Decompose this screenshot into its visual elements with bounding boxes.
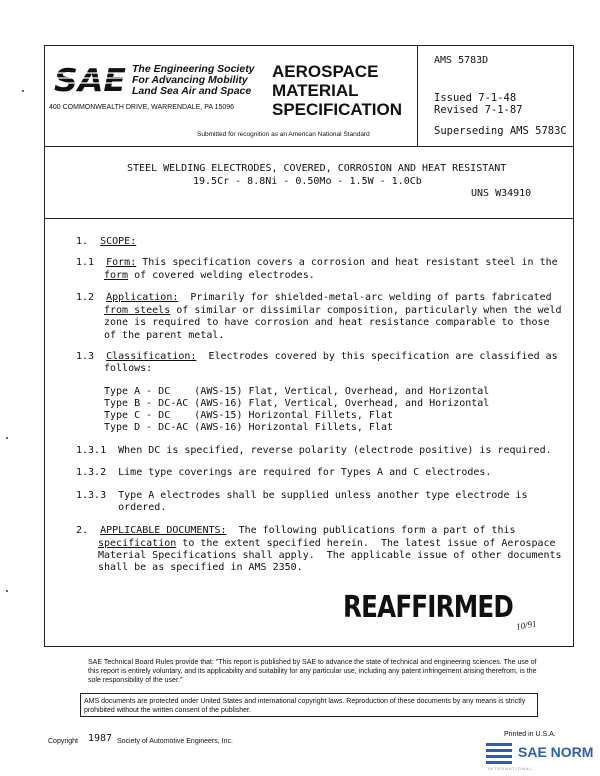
section-2	[76, 524, 516, 537]
section-text: Primarily for shielded-metal-arc welding of parts fabricated	[178, 292, 552, 303]
ams-number: AMS 5783D	[434, 55, 489, 66]
sae-norm-brand: SAE NORM	[518, 744, 594, 760]
section-number: 1.3	[76, 351, 95, 362]
section-text: zone is required to have corrosion and heat resistance comparable to those	[104, 317, 550, 328]
section-title: Form:	[106, 257, 137, 268]
section-1	[76, 235, 136, 248]
type-list-item: Type A - DC (AWS-15) Flat, Vertical, Overhead, and Horizontal	[104, 386, 490, 397]
section-text: This specification covers a corrosion and heat resistant steel in the	[136, 257, 558, 268]
section-text: The following publications form a part of this	[226, 525, 516, 536]
spec-title-line-2: MATERIAL	[272, 81, 359, 100]
type-list-item: Type B - DC-AC (AWS-16) Flat, Vertical, Overhead, and Horizontal	[104, 398, 490, 409]
section-text: of similar or dissimilar composition, particularly when the weld	[170, 305, 562, 316]
section-text: shall be as specified in AMS 2350.	[98, 562, 303, 573]
sae-logo	[54, 64, 128, 94]
section-title: APPLICABLE DOCUMENTS:	[100, 525, 227, 536]
copyright-notice: AMS documents are protected under United States and international copyright laws. Reproduction of these documents by any means is strictly prohibited without the written consent of the publisher.	[84, 698, 526, 714]
issued-date: Issued 7-1-48	[434, 92, 517, 104]
section-text: follows:	[104, 363, 153, 374]
header-vertical-divider	[417, 45, 418, 146]
section-title: SCOPE:	[100, 236, 137, 247]
scan-speck	[22, 90, 24, 92]
type-list-item: Type D - DC-AC (AWS-16) Horizontal Fillets, Flat	[104, 422, 393, 433]
spec-title-line-3: SPECIFICATION	[272, 100, 403, 119]
copyright-year: 1987	[88, 733, 113, 744]
section-text: form	[104, 270, 129, 281]
submitted-note: Submitted for recognition as an American National Standard	[197, 131, 370, 138]
section-text: specification	[98, 538, 177, 549]
section-text: of the parent metal.	[104, 330, 225, 341]
section-text: of covered welding electrodes.	[128, 270, 315, 281]
revised-date: Revised 7-1-87	[434, 104, 523, 116]
sae-logo-text: SAE	[54, 64, 126, 94]
section-text: Material Specifications shall apply. The applicable issue of other documents	[98, 550, 562, 561]
header-divider	[44, 146, 574, 147]
society-line-3: Land Sea Air and Space	[132, 85, 252, 97]
section-number: 2.	[76, 525, 89, 536]
uns-number: UNS W34910	[471, 188, 532, 199]
section-1-3-2: 1.3.2 Lime type coverings are required for Types A and C electrodes.	[76, 467, 492, 478]
section-1-3-3: 1.3.3 Type A electrodes shall be supplied unless another type electrode is	[76, 490, 528, 501]
printed-in: Printed in U.S.A.	[504, 731, 556, 738]
section-text: to the extent specified herein. The latest issue of Aerospace	[176, 538, 556, 549]
society-line-1: The Engineering Society	[132, 63, 255, 75]
copyright-label: Copyright	[48, 738, 78, 745]
society-address: 400 COMMONWEALTH DRIVE, WARRENDALE, PA 15096	[49, 104, 235, 111]
board-rules-notice: SAE Technical Board Rules provide that: "This report is published by SAE to advance the state of technical and engineering sciences. The use of this report is entirely voluntary, and its applicability and suitability for any particular use, including any patent infringement arising therefrom, is the sole responsibility of the user."	[88, 659, 537, 684]
reaffirmed-date: 10/91	[515, 618, 538, 632]
section-number: 1.1	[76, 257, 95, 268]
section-text: from steels	[104, 305, 171, 316]
section-1-1-cont	[104, 269, 315, 282]
section-1-3-3-cont: ordered.	[76, 502, 167, 513]
title-divider	[44, 218, 574, 219]
reaffirmed-stamp: REAFFIRMED	[343, 590, 513, 625]
superseding: Superseding AMS 5783C	[434, 125, 567, 137]
sae-norm-logo-icon	[486, 741, 512, 765]
section-title: Classification:	[106, 351, 197, 362]
section-1-1	[76, 256, 558, 269]
sae-norm-subtitle: INTERNATIONAL	[488, 766, 533, 771]
copyright-holder: Society of Automotive Engineers, Inc.	[117, 738, 233, 745]
section-title: Application:	[106, 292, 179, 303]
scan-speck	[6, 437, 8, 439]
type-list-item: Type C - DC (AWS-15) Horizontal Fillets, Flat	[104, 410, 393, 421]
section-1-2	[76, 291, 552, 304]
document-composition: 19.5Cr - 8.8Ni - 0.50Mo - 1.5W - 1.0Cb	[193, 176, 422, 187]
section-number: 1.	[76, 236, 89, 247]
section-number: 1.2	[76, 292, 95, 303]
section-text: Electrodes covered by this specification are classified as	[196, 351, 558, 362]
document-title: STEEL WELDING ELECTRODES, COVERED, CORROSION AND HEAT RESISTANT	[127, 163, 507, 174]
section-1-3-1: 1.3.1 When DC is specified, reverse polarity (electrode positive) is required.	[76, 445, 552, 456]
scan-speck	[6, 590, 8, 592]
spec-title-line-1: AEROSPACE	[272, 62, 379, 81]
society-line-2: For Advancing Mobility	[132, 74, 248, 86]
